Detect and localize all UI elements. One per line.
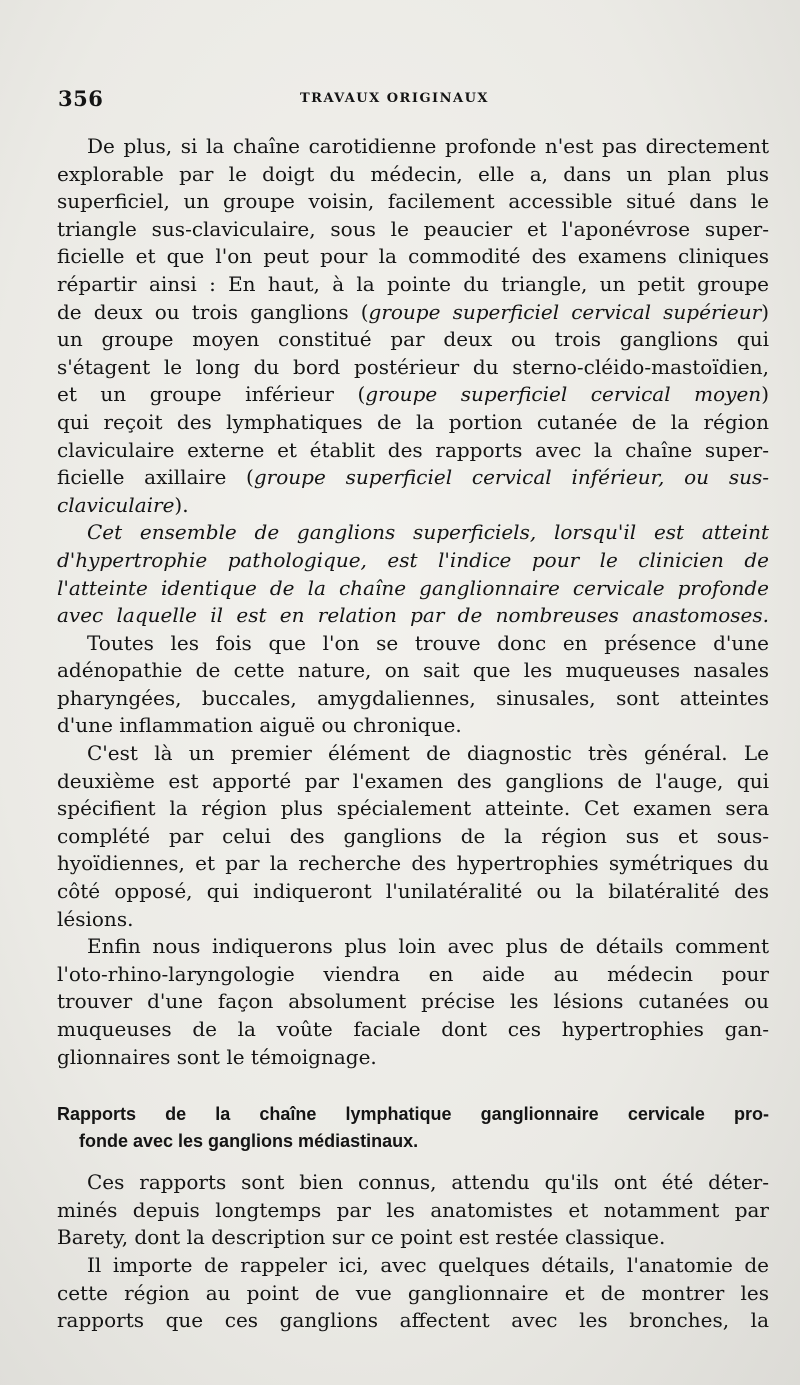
- text-line: Enfin nous indiquerons plus loin avec plus de détails comment: [87, 934, 769, 959]
- paragraph-3: [57, 630, 769, 740]
- text-line: C'est là un premier élément de diagnostic très général. Le: [87, 741, 769, 766]
- text-line: Il importe de rappeler ici, avec quelques détails, l'anatomie de: [87, 1252, 769, 1277]
- text-line: cette région au point de vue ganglionnaire et de montrer les: [57, 1280, 769, 1305]
- text-line: Toutes les fois que l'on se trouve donc en présence d'une: [87, 630, 769, 655]
- paragraph-6: [57, 1169, 769, 1252]
- text-line: un groupe moyen constitué par deux ou trois ganglions qui: [57, 327, 769, 352]
- text-line: explorable par le doigt du médecin, elle a, dans un plan plus: [57, 161, 769, 186]
- running-title: TRAVAUX ORIGINAUX: [300, 91, 490, 106]
- section-heading: [57, 1101, 769, 1155]
- text-line: De plus, si la chaîne carotidienne profonde n'est pas directement: [87, 134, 769, 158]
- text-line: adénopathie de cette nature, on sait que les muqueuses nasales: [57, 658, 769, 683]
- text-line: rapports que ces ganglions affectent avec les bronches, la: [57, 1308, 769, 1333]
- text-line: avec laquelle il est en relation par de nombreuses anastomoses.: [57, 603, 769, 628]
- heading-line: fonde avec les ganglions médiastinaux.: [79, 1131, 419, 1152]
- text-line: lésions.: [57, 906, 134, 931]
- heading-spacer: [57, 1155, 769, 1169]
- text-line: l'oto-rhino-laryngologie viendra en aide au médecin pour: [57, 961, 769, 986]
- text-line: trouver d'une façon absolument précise les lésions cutanées ou: [57, 989, 769, 1014]
- text-line: Barety, dont la description sur ce point est restée classique.: [57, 1225, 666, 1250]
- text-line: l'atteinte identique de la chaîne ganglionnaire cervicale profonde: [57, 575, 769, 600]
- text-line: ficielle axillaire (groupe superficiel cervical inférieur, ou sus-: [57, 465, 769, 490]
- text-line: ficielle et que l'on peut pour la commodité des examens cliniques: [57, 244, 769, 269]
- text-line: complété par celui des ganglions de la région sus et sous-: [57, 823, 769, 848]
- text-line: d'hypertrophie pathologique, est l'indice pour le clinicien de: [57, 547, 769, 572]
- text-line: qui reçoit des lymphatiques de la portion cutanée de la région: [57, 409, 769, 434]
- text-line: Cet ensemble de ganglions superficiels, lorsqu'il est atteint: [87, 520, 769, 545]
- heading-line: Rapports de la chaîne lymphatique ganglionnaire cervicale pro-: [57, 1104, 769, 1125]
- text-line: d'une inflammation aiguë ou chronique.: [57, 713, 462, 738]
- paragraph-2: [57, 519, 769, 629]
- text-line: spécifient la région plus spécialement atteinte. Cet examen sera: [57, 796, 769, 821]
- text-line: triangle sus-claviculaire, sous le peaucier et l'aponévrose super-: [57, 216, 769, 241]
- text-line: côté opposé, qui indiqueront l'unilatéralité ou la bilatéralité des: [57, 879, 769, 904]
- text-line: et un groupe inférieur (groupe superficiel cervical moyen): [57, 382, 769, 407]
- section-spacer: [57, 1071, 769, 1101]
- text-line: hyoïdiennes, et par la recherche des hypertrophies symétriques du: [57, 851, 769, 876]
- text-line: glionnaires sont le témoignage.: [57, 1044, 377, 1069]
- text-line: s'étagent le long du bord postérieur du sterno-cléido-mastoïdien,: [57, 354, 769, 379]
- paragraph-1: [57, 133, 769, 519]
- paragraph-7: [57, 1252, 769, 1335]
- paragraph-4: [57, 740, 769, 933]
- text-line: Ces rapports sont bien connus, attendu qu'ils ont été déter-: [87, 1170, 769, 1195]
- text-line: deuxième est apporté par l'examen des ganglions de l'auge, qui: [57, 768, 769, 793]
- text-line: claviculaire).: [57, 492, 189, 517]
- text-line: répartir ainsi : En haut, à la pointe du triangle, un petit groupe: [57, 271, 769, 296]
- page-number: 356: [58, 86, 104, 111]
- paragraph-5: [57, 933, 769, 1071]
- text-line: claviculaire externe et établit des rapports avec la chaîne super-: [57, 437, 769, 462]
- text-line: pharyngées, buccales, amygdaliennes, sinusales, sont atteintes: [57, 685, 769, 710]
- text-line: de deux ou trois ganglions (groupe superficiel cervical supérieur): [57, 299, 769, 324]
- text-line: muqueuses de la voûte faciale dont ces hypertrophies gan-: [57, 1017, 769, 1041]
- body-text: [57, 133, 769, 1335]
- text-line: minés depuis longtemps par les anatomistes et notamment par: [57, 1197, 769, 1222]
- text-line: superficiel, un groupe voisin, facilement accessible situé dans le: [57, 189, 769, 214]
